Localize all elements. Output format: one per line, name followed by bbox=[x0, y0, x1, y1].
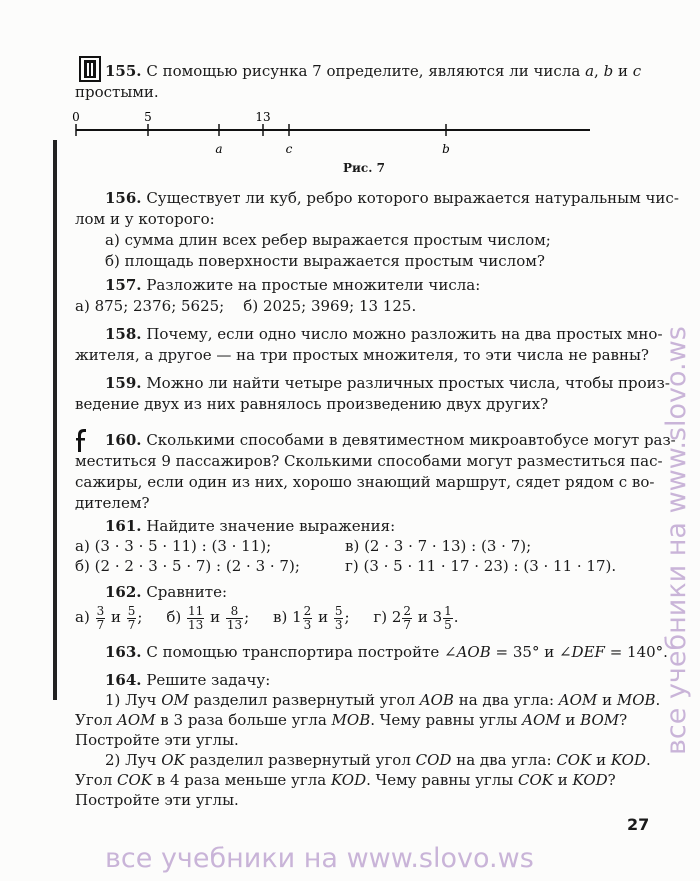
problem-164-line5: 2) Луч OK разделил развернутый угол COD на два угла: COK и KOD. bbox=[105, 751, 651, 769]
problem-160-line2: меститься 9 пассажиров? Сколькими способами могут разместиться пас- bbox=[75, 452, 663, 470]
label-5: 5 bbox=[144, 110, 152, 124]
fraction: $\frac{11}{13}$ bbox=[188, 603, 204, 632]
problem-156-line2: лом и у которого: bbox=[75, 210, 215, 228]
fraction: $\frac{8}{13}$ bbox=[226, 603, 243, 632]
problem-161-a: а) (3 · 3 · 5 · 11) : (3 · 11); bbox=[75, 537, 272, 555]
problem-158-line2: жителя, а другое — на три простых множителя, то эти числа не равны? bbox=[75, 346, 649, 364]
problem-159-line2: ведение двух из них равнялось произведению двух других? bbox=[75, 395, 549, 413]
problem-157-line1: 157. Разложите на простые множители числа: bbox=[105, 276, 481, 294]
problem-156-line4: б) площадь поверхности выражается простым числом? bbox=[105, 252, 545, 270]
problem-159-line1: 159. Можно ли найти четыре различных простых числа, чтобы произ- bbox=[105, 374, 670, 392]
problem-164-line3: Угол AOM в 3 раза больше угла MOB. Чему равны углы AOM и BOM? bbox=[75, 711, 628, 729]
problem-160-line4: дителем? bbox=[75, 494, 150, 512]
problem-160-line3: сажиры, если один из них, хорошо знающий маршрут, сядет рядом с во- bbox=[75, 473, 655, 491]
label-13: 13 bbox=[255, 110, 271, 124]
problem-158-line1: 158. Почему, если одно число можно разложить на два простых мно- bbox=[105, 325, 663, 343]
problem-161-v: в) (2 · 3 · 7 · 13) : (3 · 7); bbox=[345, 537, 532, 555]
problem-164-line7: Постройте эти углы. bbox=[75, 791, 239, 809]
problem-161-g: г) (3 · 5 · 11 · 17 · 23) : (3 · 11 · 17). bbox=[345, 557, 617, 575]
problem-161-b: б) (2 · 2 · 3 · 5 · 7) : (2 · 3 · 7); bbox=[75, 557, 300, 575]
fraction: $\frac{2}{3}$ bbox=[303, 603, 312, 632]
fraction: $\frac{3}{7}$ bbox=[96, 603, 105, 632]
margin-bar bbox=[53, 140, 57, 700]
problem-164-line6: Угол COK в 4 раза меньше угла KOD. Чему равны углы COK и KOD? bbox=[75, 771, 616, 789]
problem-156-line1: 156. Существует ли куб, ребро которого выражается натуральным чис- bbox=[105, 189, 679, 207]
bottom-watermark: все учебники на www.slovo.ws bbox=[105, 843, 534, 874]
side-watermark-text: все учебники на www.slovo.ws bbox=[661, 326, 692, 755]
problem-160-line1: 160. Сколькими способами в девятиместном микроавтобусе могут раз- bbox=[105, 431, 676, 449]
problem-164-line2: 1) Луч OM разделил развернутый угол AOB на два угла: AOM и MOB. bbox=[105, 691, 661, 709]
fraction: $\frac{5}{3}$ bbox=[334, 603, 343, 632]
page-number: 27 bbox=[627, 815, 650, 834]
problem-164-line4: Постройте эти углы. bbox=[75, 731, 239, 749]
figure-caption: Рис. 7 bbox=[343, 161, 385, 175]
fraction: $\frac{1}{5}$ bbox=[444, 603, 452, 632]
fraction: $\frac{5}{7}$ bbox=[127, 603, 136, 632]
creative-task-icon bbox=[75, 427, 87, 453]
problem-162-items: а) $\frac{3}{7}$ и $\frac{5}{7}$ ; б) $\frac{11}{13}$ и $\frac{8}{13}$ ; в) 1 $\frac{2}{3}$ и $\frac{5}{3}$ ; г) 2 $\frac{2}{7}$ и 3 $\frac{1}{5}$ . bbox=[75, 603, 459, 632]
problem-162-line1: 162. Сравните: bbox=[105, 583, 228, 601]
fraction: $\frac{2}{7}$ bbox=[403, 603, 412, 632]
problem-156-line3: а) сумма длин всех ребер выражается простым числом; bbox=[105, 231, 551, 249]
problem-157-line2: а) 875; 2376; 5625; б) 2025; 3969; 13 125. bbox=[75, 297, 417, 315]
label-c: c bbox=[285, 142, 293, 156]
notebook-task-icon bbox=[79, 56, 101, 82]
label-0: 0 bbox=[72, 110, 80, 124]
label-b: b bbox=[442, 142, 450, 156]
problem-163: 163. С помощью транспортира постройте ∠AOB = 35° и ∠DEF = 140°. bbox=[105, 643, 668, 661]
side-watermark bbox=[655, 125, 695, 765]
label-a: a bbox=[215, 142, 223, 156]
problem-155-line1: 155. С помощью рисунка 7 определите, являются ли числа a, b и c bbox=[105, 62, 642, 80]
problem-164-line1: 164. Решите задачу: bbox=[105, 671, 271, 689]
problem-161-line1: 161. Найдите значение выражения: bbox=[105, 517, 396, 535]
problem-155-line2: простыми. bbox=[75, 83, 159, 101]
number-line-figure bbox=[70, 108, 590, 163]
